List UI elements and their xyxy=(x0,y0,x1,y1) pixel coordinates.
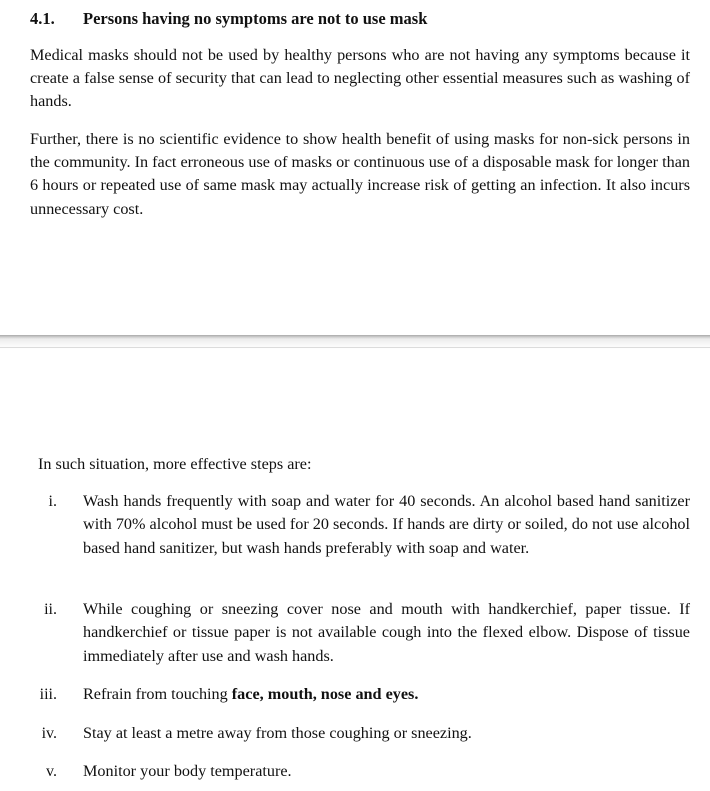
list-item-text: Monitor your body temperature. xyxy=(83,762,292,780)
list-marker: v. xyxy=(46,763,57,780)
paragraph-2: Further, there is no scientific evidence to show health benefit of using masks for non-sick persons in the community. In fact erroneous use of masks or continuous use of a disposable mask for longer than 6 hours or repeated use of same mask may actually increase risk of getting an infection. It also incurs unnecessary cost. xyxy=(30,130,690,218)
list-item-text-bold: face, mouth, nose and eyes. xyxy=(231,685,419,703)
section-heading xyxy=(30,9,427,29)
list-item-text: Wash hands frequently with soap and water for 40 seconds. An alcohol based hand sanitizer with 70% alcohol must be used for 20 seconds. If hands are dirty or soiled, do not use alcohol based hand sanitizer, but wash hands preferably with soap and water. xyxy=(83,492,690,557)
list-item-text-plain: Refrain from touching xyxy=(83,685,232,703)
document-page-1 xyxy=(0,0,710,335)
list-item-text: Stay at least a metre away from those coughing or sneezing. xyxy=(83,724,472,742)
page-break-divider xyxy=(0,335,710,349)
list-item-text: While coughing or sneezing cover nose and mouth with handkerchief, paper tissue. If handkerchief or tissue paper is not available cough into the flexed elbow. Dispose of tissue immediately after use and wash hands. xyxy=(83,600,690,665)
list-item-text xyxy=(83,683,690,706)
steps-intro: In such situation, more effective steps are: xyxy=(38,455,312,473)
list-marker: iv. xyxy=(41,725,57,742)
section-title: Persons having no symptoms are not to use mask xyxy=(83,9,428,28)
list-marker: ii. xyxy=(44,601,57,618)
paragraph-1: Medical masks should not be used by healthy persons who are not having any symptoms because it create a false sense of security that can lead to neglecting other essential measures such as washing of hands. xyxy=(30,46,690,111)
list-marker: i. xyxy=(48,493,57,510)
page-break-hairline xyxy=(0,347,710,348)
list-marker: iii. xyxy=(39,686,57,703)
section-number: 4.1. xyxy=(30,9,55,28)
